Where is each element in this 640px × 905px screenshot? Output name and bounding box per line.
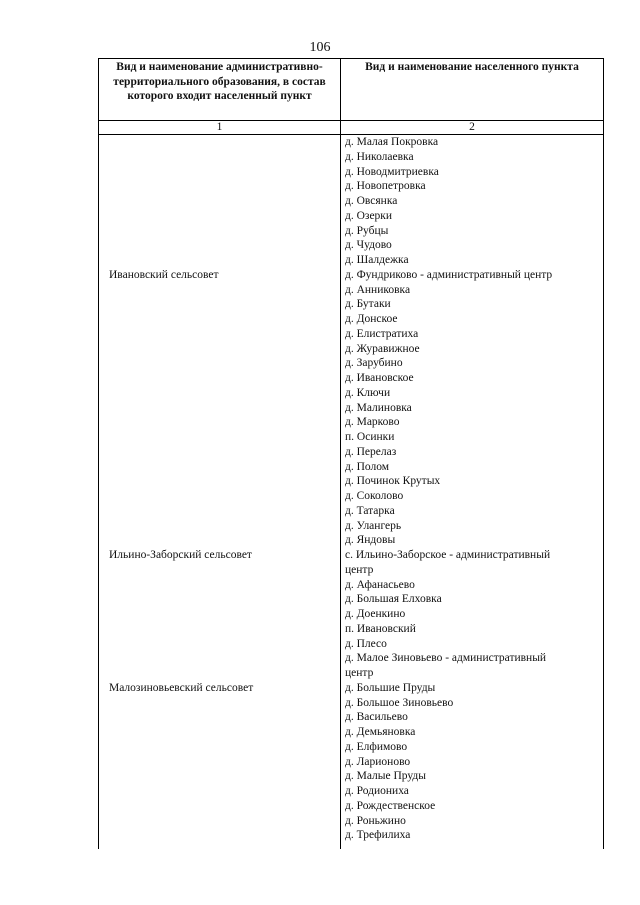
settlement-item: д. Большое Зиновьево — [345, 696, 454, 709]
settlement-item: с. Ильино-Заборское - административный центр — [345, 549, 551, 576]
settlements-table — [98, 58, 604, 849]
settlement-item: д. Рождественское — [345, 799, 436, 812]
settlement-item: д. Журавижное — [345, 342, 420, 355]
page-number: 106 — [309, 40, 331, 55]
column-number-1: 1 — [216, 121, 223, 133]
settlement-item: д. Елистратиха — [345, 327, 419, 340]
settlement-item: д. Малое Зиновьево - административный центр — [345, 652, 547, 679]
admin-unit-name: Малозиновьевский сельсовет — [109, 681, 254, 694]
settlement-item: д. Фундриково - административный центр — [345, 268, 553, 281]
settlement-item: д. Зарубино — [345, 357, 403, 370]
settlement-item: д. Васильево — [345, 711, 408, 724]
header-col2: Вид и наименование населенного пункта — [365, 61, 579, 73]
settlement-item: д. Николаевка — [345, 150, 414, 163]
admin-unit-name: Ильино-Заборский сельсовет — [109, 549, 252, 561]
settlement-item: д. Улангерь — [345, 519, 402, 532]
settlement-item: д. Донское — [345, 313, 398, 325]
settlement-item: д. Рубцы — [345, 224, 389, 237]
settlement-item: д. Ключи — [345, 386, 391, 399]
settlement-item: д. Родиониха — [345, 785, 409, 797]
settlement-item: д. Анниковка — [345, 283, 411, 296]
settlement-item: д. Соколово — [345, 490, 404, 502]
settlement-item: д. Афанасьево — [345, 578, 415, 591]
header-col1: Вид и наименование административно-территориального образования, в состав которого входит населенный пункт — [113, 61, 326, 102]
settlement-item: д. Плесо — [345, 637, 387, 650]
settlement-item: д. Новодмитриевка — [345, 165, 439, 178]
settlement-item: д. Демьяновка — [345, 726, 416, 738]
settlement-item: д. Малиновка — [345, 401, 412, 414]
settlement-item: д. Яндовы — [345, 534, 396, 547]
settlement-item: д. Починок Крутых — [345, 475, 441, 488]
settlement-item: д. Малые Пруды — [345, 770, 426, 783]
settlement-item: д. Малая Покровка — [345, 136, 439, 148]
settlement-item: д. Чудово — [345, 239, 392, 252]
settlement-item: д. Роньжино — [345, 814, 406, 827]
settlement-item: д. Овсянка — [345, 195, 398, 207]
settlement-item: д. Марково — [345, 416, 400, 429]
settlement-item: д. Шалдежка — [345, 254, 409, 266]
settlement-item: д. Бутаки — [345, 298, 391, 311]
settlement-item: д. Ивановское — [345, 372, 414, 384]
admin-unit-name: Ивановский сельсовет — [109, 268, 219, 281]
settlement-item: д. Большие Пруды — [345, 681, 436, 694]
column-divider — [340, 59, 341, 849]
settlement-item: п. Ивановский — [345, 622, 416, 635]
settlement-item: д. Татарка — [345, 504, 395, 517]
settlement-item: д. Доенкино — [345, 608, 406, 620]
settlement-item: д. Трефилиха — [345, 829, 411, 842]
settlement-item: д. Озерки — [345, 209, 393, 222]
settlement-item: д. Елфимово — [345, 740, 408, 753]
settlement-item: д. Перелаз — [345, 445, 397, 458]
settlement-item: д. Ларионово — [345, 755, 411, 768]
settlement-item: д. Большая Елховка — [345, 593, 442, 606]
settlements-column — [345, 135, 601, 843]
settlement-item: д. Новопетровка — [345, 180, 426, 193]
settlement-item: д. Полом — [345, 460, 390, 473]
settlement-item: п. Осинки — [345, 431, 395, 443]
column-number-2: 2 — [469, 121, 475, 133]
